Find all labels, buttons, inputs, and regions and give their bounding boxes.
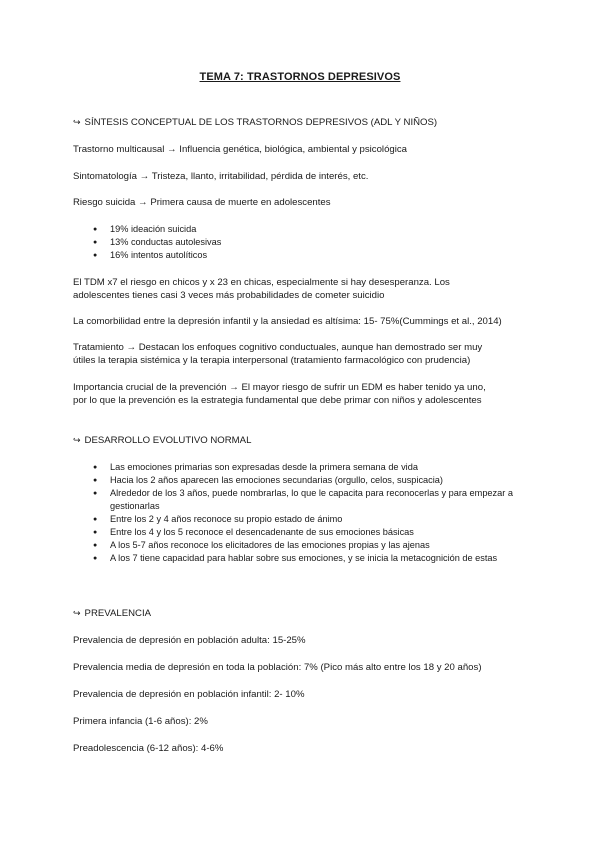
paragraph: Prevalencia media de depresión en toda la población: 7% (Pico más alto entre los 18 y 20 años) <box>73 662 482 673</box>
paragraph: La comorbilidad entre la depresión infantil y la ansiedad es altísima: 15- 75%(Cummings et al., 2014) <box>73 316 502 327</box>
section-heading-text: SÍNTESIS CONCEPTUAL DE LOS TRASTORNOS DEPRESIVOS (ADL Y NIÑOS) <box>84 117 438 128</box>
return-arrow-icon: ↪ <box>73 117 81 127</box>
return-arrow-icon: ↪ <box>73 435 81 445</box>
paragraph: útiles la terapia sistémica y la terapia interpersonal (tratamiento farmacológico con prudencia) <box>73 355 471 366</box>
document-title: TEMA 7: TRASTORNOS DEPRESIVOS <box>199 71 401 83</box>
bullet-list-suicide <box>93 223 513 262</box>
list-item: ● Hacia los 2 años aparecen las emociones secundarias (orgullo, celos, suspicacia) <box>93 474 513 487</box>
section-heading-text: DESARROLLO EVOLUTIVO NORMAL <box>84 435 252 446</box>
section-heading-synthesis <box>73 116 543 129</box>
paragraph: El TDM x7 el riesgo en chicos y x 23 en chicas, especialmente si hay desesperanza. Los <box>73 277 450 288</box>
list-item: ● 19% ideación suicida <box>93 223 513 236</box>
bullet-list-development <box>93 461 513 565</box>
list-item: ● 13% conductas autolesivas <box>93 236 513 249</box>
paragraph: adolescentes tienes casi 3 veces más probabilidades de cometer suicidio <box>73 290 385 301</box>
paragraph: Trastorno multicausal → Influencia genética, biológica, ambiental y psicológica <box>73 144 408 155</box>
list-item: ● 16% intentos autolíticos <box>93 249 513 262</box>
paragraph: Importancia crucial de la prevención → El mayor riesgo de sufrir un EDM es haber tenido ya uno, <box>73 382 486 393</box>
section-heading-prevalence <box>73 607 543 620</box>
paragraph: Prevalencia de depresión en población adulta: 15-25% <box>73 635 306 646</box>
list-item: ● A los 5-7 años reconoce los elicitadores de las emociones propias y las ajenas <box>93 539 513 552</box>
return-arrow-icon: ↪ <box>73 608 81 618</box>
paragraph: por lo que la prevención es la estrategia fundamental que debe primar con niños y adolescentes <box>73 395 482 406</box>
list-item: ● A los 7 tiene capacidad para hablar sobre sus emociones, y se inicia la metacognición de estas <box>93 552 513 565</box>
paragraph: Sintomatología → Tristeza, llanto, irritabilidad, pérdida de interés, etc. <box>73 171 369 182</box>
paragraph: Primera infancia (1-6 años): 2% <box>73 716 208 727</box>
section-heading-development <box>73 434 543 447</box>
list-item: ● Alrededor de los 3 años, puede nombrarlas, lo que le capacita para reconocerlas y para empezar a gestionarlas <box>93 487 513 513</box>
paragraph: Riesgo suicida → Primera causa de muerte en adolescentes <box>73 197 331 208</box>
list-item: ● Entre los 4 y los 5 reconoce el desencadenante de sus emociones básicas <box>93 526 513 539</box>
list-item: ● Las emociones primarias son expresadas desde la primera semana de vida <box>93 461 513 474</box>
list-item: ● Entre los 2 y 4 años reconoce su propio estado de ánimo <box>93 513 513 526</box>
paragraph: Prevalencia de depresión en población infantil: 2- 10% <box>73 689 305 700</box>
paragraph: Tratamiento → Destacan los enfoques cognitivo conductuales, aunque han demostrado ser muy <box>73 342 483 353</box>
paragraph: Preadolescencia (6-12 años): 4-6% <box>73 743 224 754</box>
section-heading-text: PREVALENCIA <box>84 608 152 619</box>
